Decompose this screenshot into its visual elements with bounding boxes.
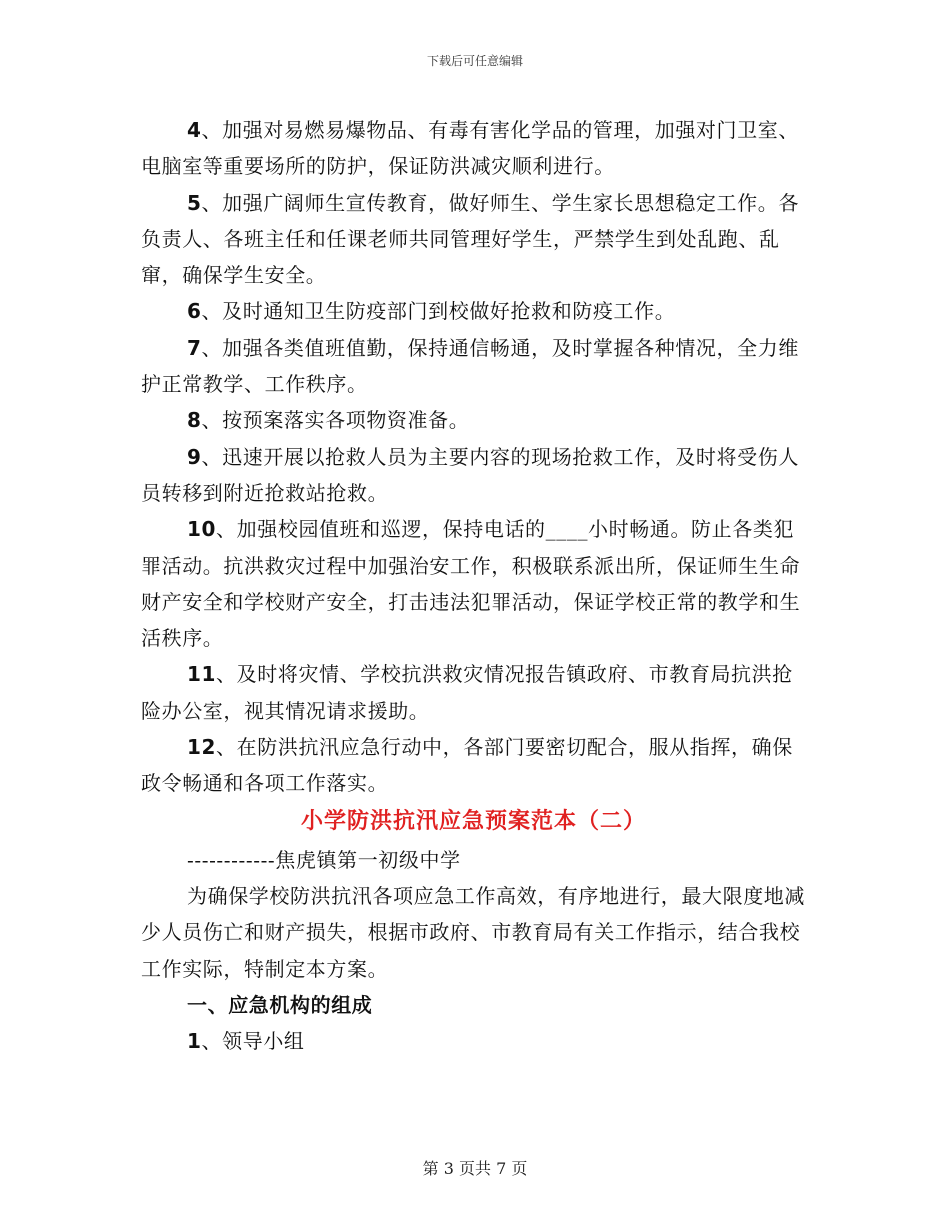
document-title: 小学防洪抗汛应急预案范本（二） (300, 808, 646, 834)
paragraph-text: 、加强各类值班值勤，保持通信畅通，及时掌握各种情况，全力维护正常教学、工作秩序。 (141, 335, 799, 397)
paragraph-8 (141, 402, 806, 438)
paragraph-12 (141, 729, 806, 802)
item-number: 6 (187, 299, 202, 324)
paragraph-11 (141, 656, 806, 729)
paragraph-text: 、按预案落实各项物资准备。 (201, 408, 470, 433)
item-number: 9 (187, 444, 202, 469)
paragraph-9 (141, 439, 806, 512)
paragraph-4 (141, 112, 806, 185)
item-number: 7 (187, 335, 202, 360)
item-number: 10 (187, 517, 217, 542)
paragraph-10 (141, 511, 806, 656)
paragraph-text: 、及时通知卫生防疫部门到校做好抢救和防疫工作。 (201, 299, 676, 324)
school-subtitle: ------------焦虎镇第一初级中学 (187, 847, 461, 872)
paragraph-7 (141, 330, 806, 403)
paragraph-6 (141, 293, 806, 329)
item-text: 、领导小组 (201, 1029, 305, 1054)
item-number: 1 (187, 1029, 202, 1054)
paragraph-text: 、及时将灾情、学校抗洪救灾情况报告镇政府、市教育局抗洪抢险办公室，视其情况请求援助。 (141, 662, 793, 723)
intro-paragraph: 为确保学校防洪抗汛各项应急工作高效，有序地进行，最大限度地减少人员伤亡和财产损失，根据市政府、市教育局有关工作指示，结合我校工作实际，特制定本方案。 (141, 883, 805, 981)
item-number: 8 (187, 408, 202, 433)
paragraph-text: 、在防洪抗汛应急行动中，各部门要密切配合，服从指挥，确保政令畅通和各项工作落实。 (141, 735, 793, 796)
paragraph-text: 、加强校园值班和巡逻，保持电话的____小时畅通。防止各类犯罪活动。抗洪救灾过程中加强治安工作，积极联系派出所，保证师生生命财产安全和学校财产安全，打击违法犯罪活动，保证学校正常的教学和生活秩序。 (141, 517, 801, 651)
item-number: 5 (187, 190, 202, 215)
section-heading: 一、应急机构的组成 (187, 992, 373, 1017)
page-footer: 第 3 页共 7 页 (422, 1159, 528, 1178)
paragraph-text: 、加强对易燃易爆物品、有毒有害化学品的管理，加强对门卫室、电脑室等重要场所的防护，保证防洪减灾顺利进行。 (141, 118, 799, 179)
item-number: 4 (187, 118, 202, 142)
item-number: 12 (187, 735, 217, 760)
document-body (141, 112, 806, 1059)
header-note: 下载后可任意编辑 (426, 54, 523, 68)
paragraph-text: 、加强广阔师生宣传教育，做好师生、学生家长思想稳定工作。各负责人、各班主任和任课老师共同管理好学生，严禁学生到处乱跑、乱窜，确保学生安全。 (141, 190, 799, 288)
list-item-leadership (141, 1023, 806, 1059)
paragraph-5 (141, 185, 806, 294)
paragraph-text: 、迅速开展以抢救人员为主要内容的现场抢救工作，及时将受伤人员转移到附近抢救站抢救。 (141, 444, 799, 505)
item-number: 11 (187, 662, 217, 687)
